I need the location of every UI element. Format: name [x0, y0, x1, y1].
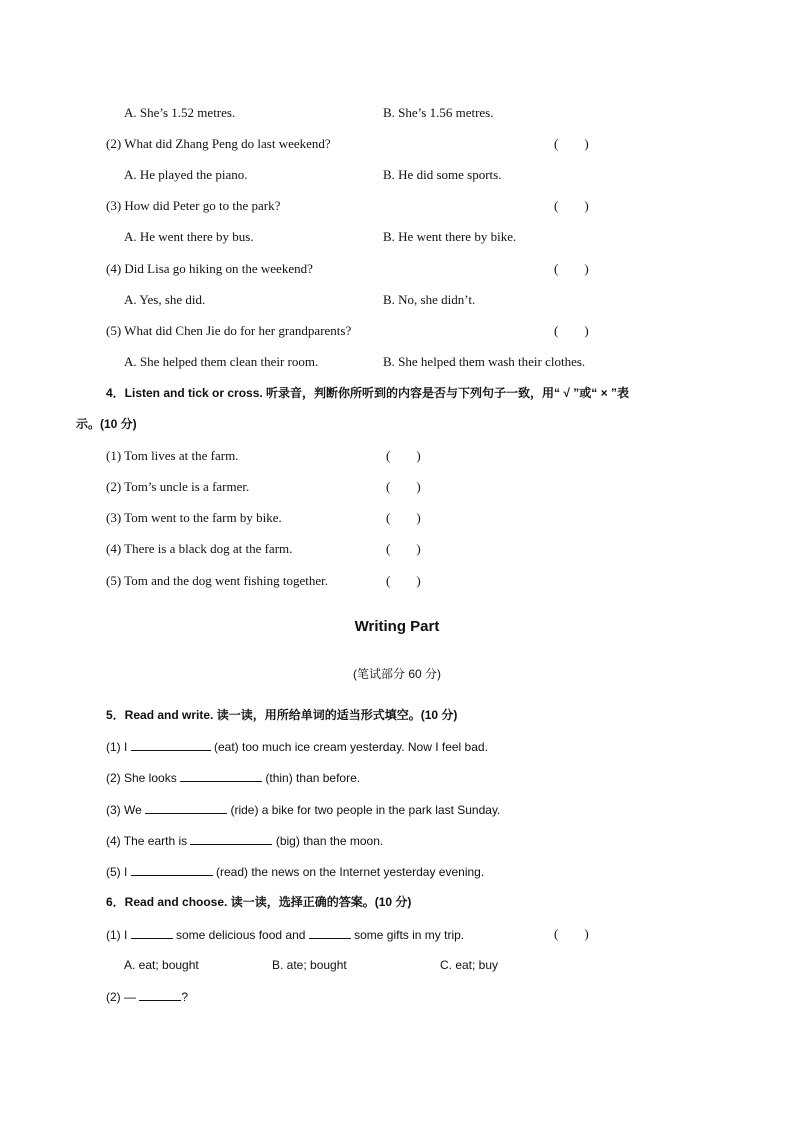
q3-3-answer-box: ( ): [554, 198, 589, 213]
q6-item-1-blank-1[interactable]: [131, 926, 173, 939]
q3-3-option-b: B. He went there by bike.: [383, 229, 517, 244]
q5-item-4-blank[interactable]: [190, 832, 272, 845]
q4-item-2-answer-box: ( ): [386, 479, 421, 494]
q3-3-option-a: A. He went there by bus.: [124, 229, 254, 244]
q6-item-2: [106, 988, 188, 1005]
section-title: Writing Part: [354, 618, 440, 635]
q3-4-option-a: A. Yes, she did.: [124, 292, 206, 307]
q6-item-2-lead: (2) —: [106, 990, 140, 1004]
q4-item-3: (3) Tom went to the farm by bike.: [106, 510, 282, 525]
q5-item-3: [106, 801, 500, 818]
q6-item-1: [106, 926, 464, 943]
q3-4-answer-box: ( ): [554, 261, 589, 276]
q4-item-2: (2) Tom’s uncle is a farmer.: [106, 479, 250, 494]
q6-item-2-blank[interactable]: [139, 988, 181, 1001]
q4-item-1-answer-box: ( ): [386, 448, 421, 463]
q4-heading-continued: 示。(10 分): [76, 417, 137, 431]
q5-item-1-lead: (1) I: [106, 740, 131, 754]
q6-item-1-answer-box: ( ): [554, 926, 589, 941]
q6-1-option-b: B. ate; bought: [272, 958, 347, 972]
q5-item-3-lead: (3) We: [106, 803, 146, 817]
q3-2-option-b: B. He did some sports.: [383, 167, 502, 182]
q5-heading: 5．Read and write. 读一读，用所给单词的适当形式填空。(10 分): [106, 708, 458, 722]
q5-item-2: [106, 769, 360, 786]
q3-5-option-a: A. She helped them clean their room.: [124, 354, 319, 369]
q6-1-option-a: A. eat; bought: [124, 958, 199, 972]
section-subtitle: (笔试部分 60 分): [352, 667, 441, 681]
q5-item-5: [106, 863, 484, 880]
q3-2-answer-box: ( ): [554, 136, 589, 151]
q4-heading: 4．Listen and tick or cross. 听录音，判断你所听到的内容是否与下列句子一致，用“ √ ”或“ × ”表: [106, 386, 629, 400]
q3-4-option-b: B. No, she didn’t.: [383, 292, 476, 307]
q4-item-1: (1) Tom lives at the farm.: [106, 448, 239, 463]
q3-5-answer-box: ( ): [554, 323, 589, 338]
q3-4-question: (4) Did Lisa go hiking on the weekend?: [106, 261, 313, 276]
q6-item-1-lead: (1) I: [106, 928, 131, 942]
q4-item-5-answer-box: ( ): [386, 573, 421, 588]
q5-item-2-blank[interactable]: [180, 769, 262, 782]
q3-2-option-a: A. He played the piano.: [124, 167, 248, 182]
q3-5-question: (5) What did Chen Jie do for her grandparents?: [106, 323, 352, 338]
q5-item-1-tail: (eat) too much ice cream yesterday. Now I feel bad.: [210, 740, 488, 754]
q5-item-4: [106, 832, 383, 849]
q3-3-question: (3) How did Peter go to the park?: [106, 198, 281, 213]
q5-item-5-tail: (read) the news on the Internet yesterday evening.: [212, 865, 485, 879]
q3-1-option-b: B. She’s 1.56 metres.: [383, 105, 494, 120]
q5-item-2-lead: (2) She looks: [106, 771, 181, 785]
q5-item-5-lead: (5) I: [106, 865, 131, 879]
q5-item-1-blank[interactable]: [131, 738, 211, 751]
q5-item-5-blank[interactable]: [131, 863, 213, 876]
q5-item-4-lead: (4) The earth is: [106, 834, 191, 848]
q6-1-option-c: C. eat; buy: [440, 958, 499, 972]
q4-item-4-answer-box: ( ): [386, 541, 421, 556]
q5-item-1: [106, 738, 488, 755]
q6-heading: 6．Read and choose. 读一读，选择正确的答案。(10 分): [106, 895, 412, 909]
q6-item-1-blank-2[interactable]: [309, 926, 351, 939]
q5-item-3-blank[interactable]: [145, 801, 227, 814]
q4-item-3-answer-box: ( ): [386, 510, 421, 525]
q6-item-2-tail: ?: [181, 990, 189, 1004]
q5-item-4-tail: (big) than the moon.: [272, 834, 384, 848]
q6-item-1-tail: some gifts in my trip.: [350, 928, 465, 942]
q5-item-3-tail: (ride) a bike for two people in the park last Sunday.: [227, 803, 501, 817]
q4-item-5: (5) Tom and the dog went fishing together.: [106, 573, 328, 588]
q4-item-4: (4) There is a black dog at the farm.: [106, 541, 293, 556]
q3-2-question: (2) What did Zhang Peng do last weekend?: [106, 136, 331, 151]
q6-item-1-middle: some delicious food and: [172, 928, 309, 942]
q3-1-option-a: A. She’s 1.52 metres.: [124, 105, 236, 120]
q3-5-option-b: B. She helped them wash their clothes.: [383, 354, 586, 369]
q5-item-2-tail: (thin) than before.: [262, 771, 361, 785]
